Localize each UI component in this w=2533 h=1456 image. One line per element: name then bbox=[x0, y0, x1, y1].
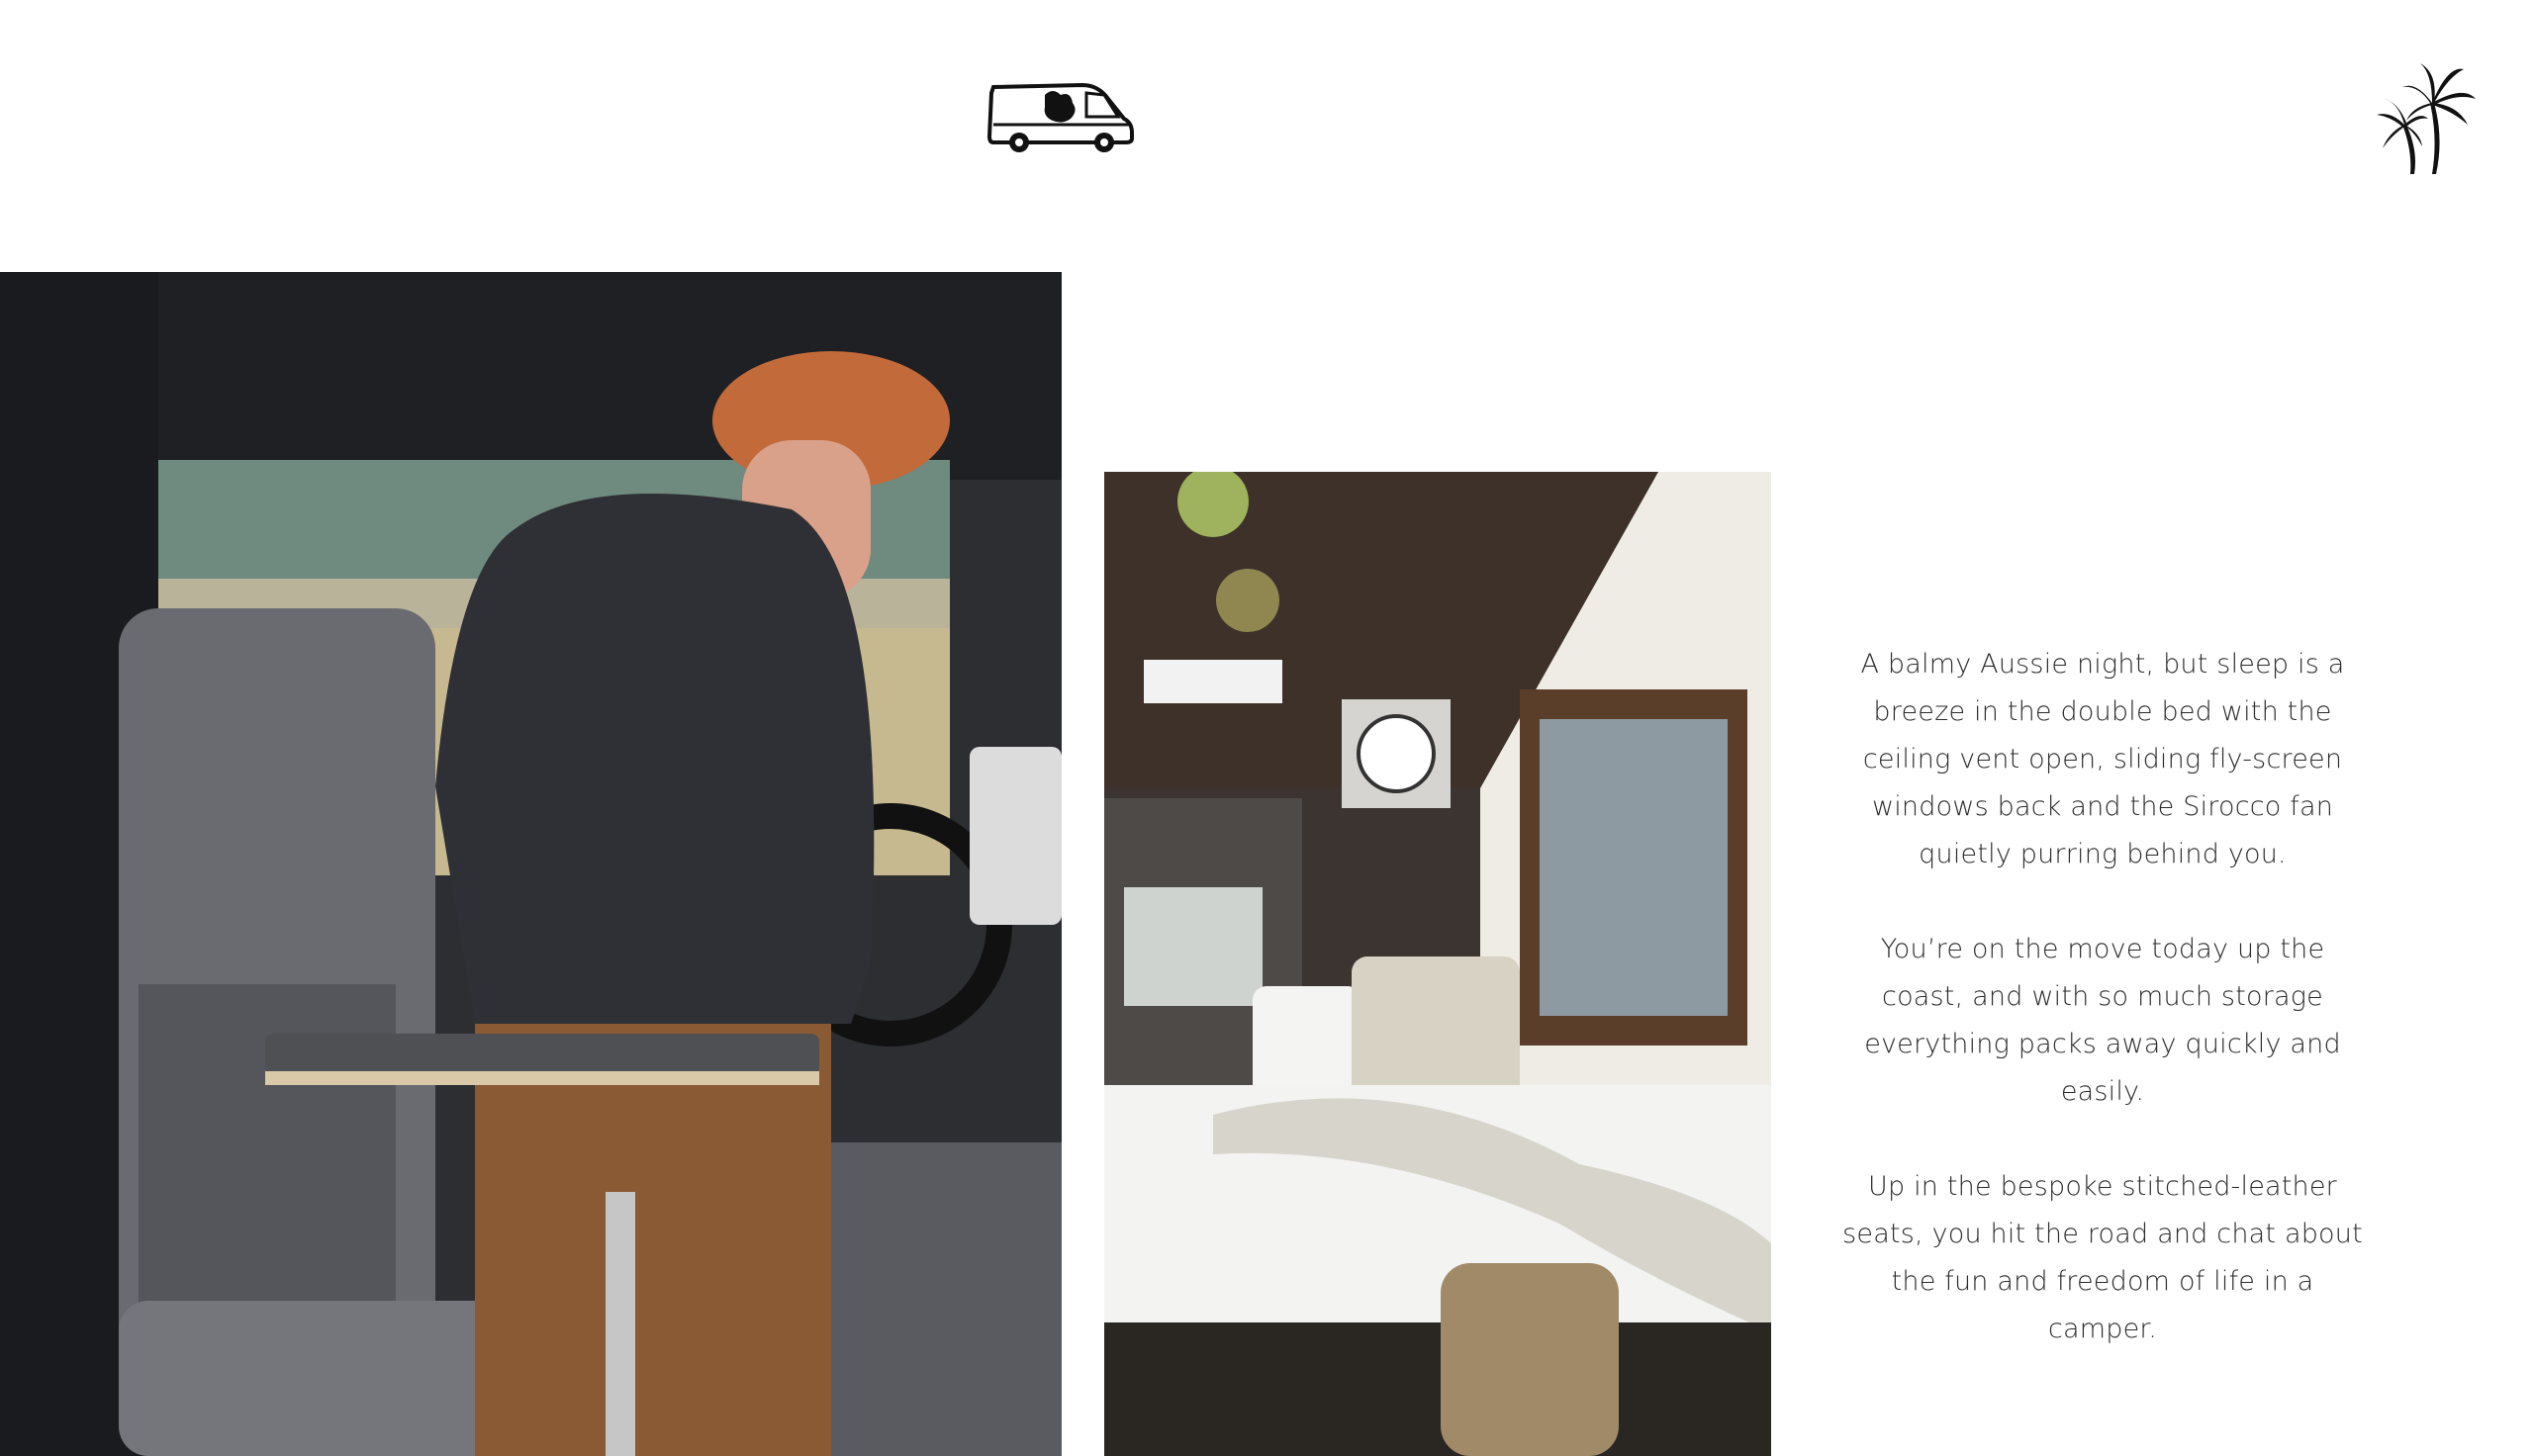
palm-trees-icon bbox=[2373, 59, 2480, 176]
photo-man-setting-up-table bbox=[0, 272, 1062, 1456]
paragraph-sleep: A balmy Aussie night, but sleep is a breeze in the double bed with the ceiling vent open, sliding fly-screen windows back and the Sirocco fan quietly purring behind you. bbox=[1860, 649, 2345, 869]
photo-van-interior-bed bbox=[1104, 472, 1771, 1456]
story-text bbox=[1840, 641, 2365, 1401]
paragraph-seats: Up in the bespoke stitched-leather seats, you hit the road and chat about the fun and freedom of life in a camper. bbox=[1842, 1171, 2363, 1344]
paragraph-storage: You’re on the move today up the coast, and with so much storage everything packs away quickly and easily. bbox=[1864, 934, 2341, 1107]
van-logo-icon bbox=[987, 81, 1134, 152]
